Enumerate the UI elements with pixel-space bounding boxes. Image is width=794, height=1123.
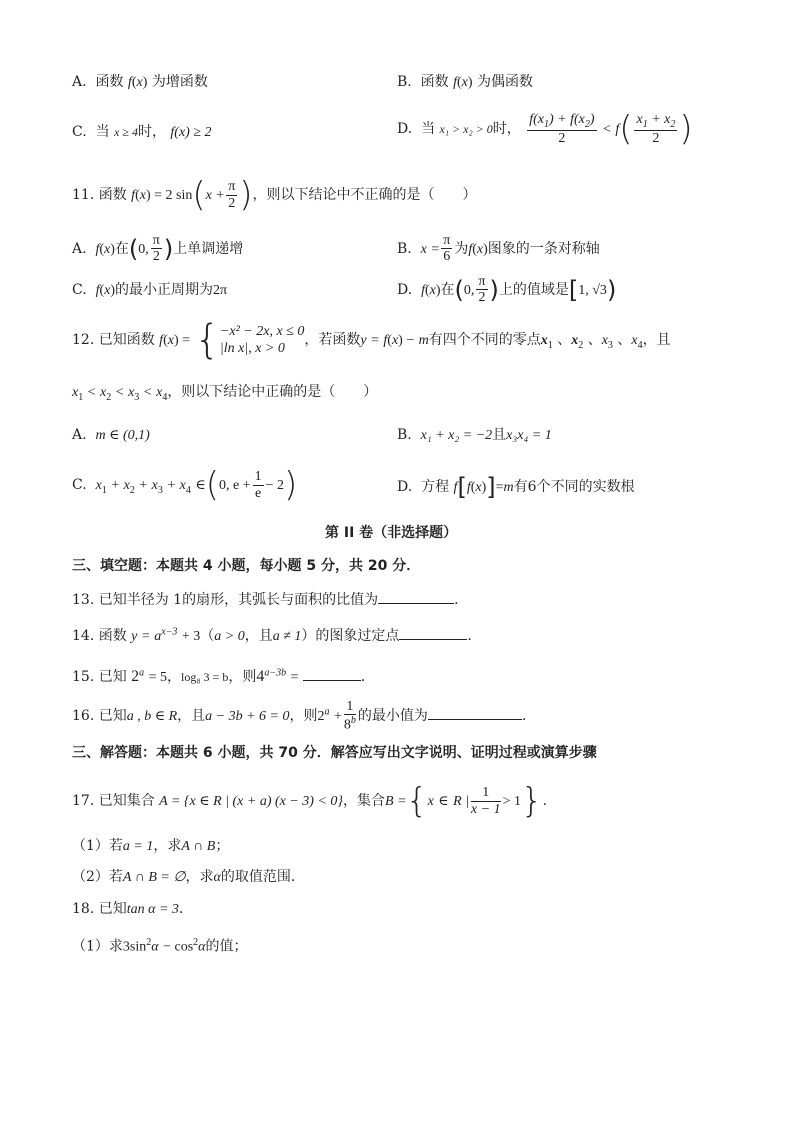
answer-blank bbox=[303, 666, 361, 681]
q11-option-d: D. f(x)在(0, $\frac{\pi}{2}$ )上的值域是[1, √3) bbox=[397, 274, 617, 306]
q11-stem: 11. 函数 f(x) = 2 sin(x + $\frac{\pi}{2}$ )，则以下结论中不正确的是（ ） bbox=[72, 175, 477, 215]
fraction: $\frac{f(x_1) + f(x_2)}{2}$ bbox=[529, 112, 595, 146]
q18-part1: （1）求$3\sin^2\alpha - \cos^2\alpha$的值； bbox=[72, 937, 248, 955]
q12-option-b: B. x₁ + x₂ = −2且x₃x₄ = 1 bbox=[397, 427, 552, 443]
fill-in-heading: 三、填空题：本题共 4 小题，每小题 5 分，共 20 分． bbox=[72, 558, 421, 574]
q11-option-a: A. f(x)在(0, $\frac{\pi}{2}$ )上单调递增 bbox=[72, 233, 244, 265]
q12-stem-line2: $x_1 < x_2 < x_3 < x_4$，则以下结论中正确的是（ ） bbox=[72, 384, 378, 403]
q17-part1: （1）若a = 1，求A ∩ B； bbox=[72, 838, 230, 854]
piecewise-definition: −x² − 2x, x ≤ 0 |ln x|, x > 0 bbox=[219, 323, 305, 356]
q12-option-c: C. $x_1 + x_2 + x_3 + x_4$ ∈(0, e + $\frac{1}{e}$ − 2) bbox=[72, 465, 298, 505]
q14: 14. 函数 $y = a^{x-3} + 3(a > 0$，且a ≠ 1）的图象过定点 . bbox=[72, 626, 472, 644]
q10-option-a: A. 函数 f(x) 为增函数 bbox=[72, 74, 208, 90]
q16: 16. 已知a , b ∈ R，且a − 3b + 6 = 0，则2$^a$ + $\frac{1}{8^b}$ 的最小值为 . bbox=[72, 699, 527, 734]
answer-blank bbox=[399, 625, 467, 640]
q10-option-c: C. 当 x ≥ 4时， f(x) ≥ 2 bbox=[72, 124, 212, 140]
q10-option-d: D. 当 x₁ > x₂ > 0时， $\frac{f(x_1) + f(x_2)}{2}$ < f( $\frac{x_1 + x_2}{2}$ ) bbox=[397, 109, 693, 150]
q10-option-b: B. 函数 f(x) 为偶函数 bbox=[397, 74, 534, 90]
q15: 15. 已知 2$^a$ = 5，log₈ 3 = b，则$4^{a-3b}$ = ． bbox=[72, 667, 375, 685]
q12-option-d: D. 方程 f[f(x)]=m有6个不同的实数根 bbox=[397, 473, 635, 501]
answer-blank bbox=[378, 589, 454, 604]
q11-option-c: C. f(x)的最小正周期为2π bbox=[72, 282, 228, 298]
q17: 17. 已知集合 A = {x ∈ R | (x + a) (x − 3) < 0}，集合B ={x ∈ R | $\frac{1}{x - 1}$ > 1}. bbox=[72, 781, 548, 821]
q17-part2: （2）若A ∩ B = ∅，求α的取值范围. bbox=[72, 869, 296, 885]
q11-option-b: B. x = $\frac{\pi}{6}$ 为f(x)图象的一条对称轴 bbox=[397, 233, 600, 265]
q12-stem: 12. 已知函数 f(x) = { −x² − 2x, x ≤ 0 |ln x|, x > 0 ，若函数y = f(x) − m有四个不同的零点$x_1$ 、$x_2$ 、$x_3$ 、$x_4$，且 bbox=[72, 317, 671, 363]
solve-heading: 三、解答题：本题共 6 小题，共 70 分．解答应写出文字说明、证明过程或演算步骤 bbox=[72, 745, 597, 761]
q12-option-a: A. m ∈ (0,1) bbox=[72, 427, 150, 443]
section-title: 第 II 卷（非选择题） bbox=[325, 525, 458, 541]
q13: 13. 已知半径为 1的扇形，其弧长与面积的比值为 ． bbox=[72, 589, 468, 609]
q18: 18. 已知tan α = 3． bbox=[72, 901, 193, 917]
answer-blank bbox=[428, 705, 522, 720]
